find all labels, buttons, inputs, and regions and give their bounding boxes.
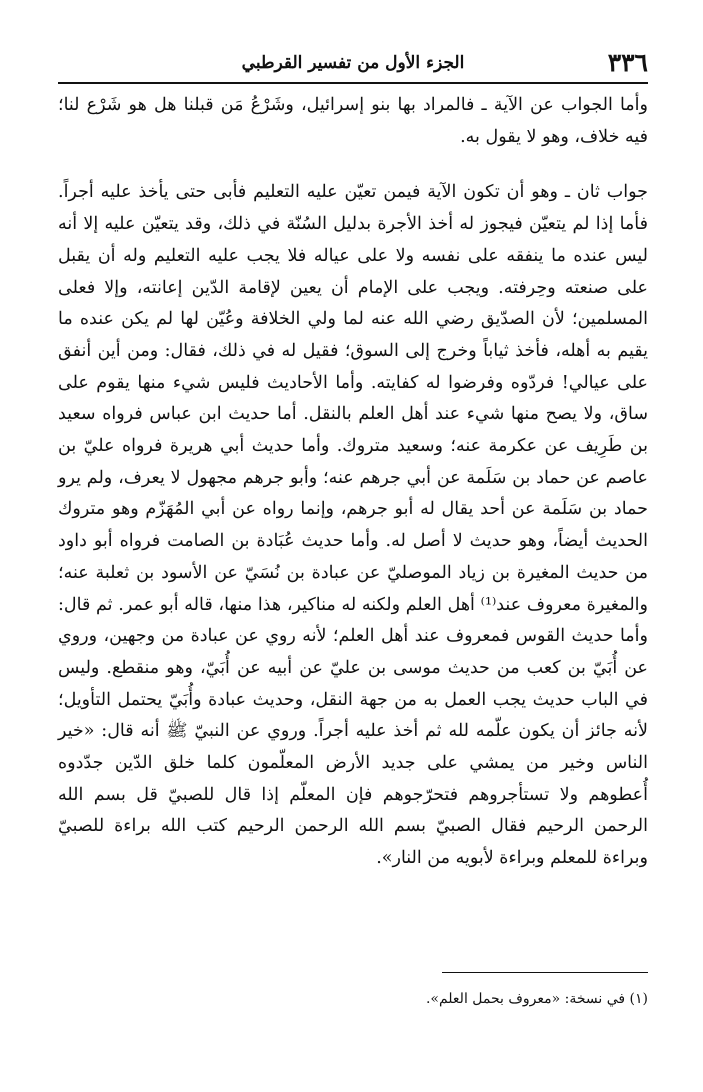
page-number: ٣٣٦ xyxy=(607,48,648,77)
main-text xyxy=(58,90,648,875)
page-header xyxy=(58,48,648,80)
footnote-divider xyxy=(442,972,648,973)
footnote: (١) في نسخة: «معروف بحمل العلم». xyxy=(425,991,648,1007)
running-title: الجزء الأول من تفسير القرطبي xyxy=(241,53,465,73)
header-divider xyxy=(58,82,648,84)
paragraph-answer-2: جواب ثان ـ وهو أن تكون الآية فيمن تعيّن عليه التعليم فأبى حتى يأخذ عليه أجراً. فأما إذا لم يتعيّن فيجوز له أخذ الأجرة بدليل السُنّة في ذلك، وقد يتعيّن عليه إلا أنه ليس عنده ما ينفقه على نفسه ولا على عياله فلا يجب عليه التعليم وله أن يقبل على صنعته وحِرفته. ويجب على الإمام أن يعين لإقامة الدّين إعانته، وإلا فعلى المسلمين؛ لأن الصدّيق رضي الله عنه لما ولي الخلافة وعُيّن لها لم يكن عنده ما يقيم به أهله، فأخذ ثياباً وخرج إلى السوق؛ فقيل له في ذلك، فقال: ومن أين أنفق على عيالي! فردّوه وفرضوا له كفايته. وأما الأحاديث فليس شيء منها يقوم على ساق، ولا يصح منها شيء عند أهل العلم بالنقل. أما حديث ابن عباس فرواه سعيد بن طَرِيف عن عكرمة عنه؛ وسعيد متروك. وأما حديث أبي هريرة فرواه عليّ بن عاصم عن حماد بن سَلَمة عن أبي جرهم عنه؛ وأبو جرهم مجهول لا يعرف، ولم يرو حماد بن سَلَمة عن أحد يقال له أبو جرهم، وإنما رواه عن أبي المُهَزّم وهو متروك الحديث أيضاً، وهو حديث لا أصل له. وأما حديث عُبَادة بن الصامت فرواه أبو داود من حديث المغيرة بن زياد الموصليّ عن عبادة بن نُسَيّ عن الأسود بن ثعلبة عنه؛ والمغيرة معروف عند⁽¹⁾ أهل العلم ولكنه له مناكير، هذا منها، قاله أبو عمر. ثم قال: وأما حديث القوس فمعروف عند أهل العلم؛ لأنه روي عن عبادة من وجهين، وروي عن أُبَيّ بن كعب من حديث موسى بن عليّ عن أبيه عن أُبَيّ، وهو منقطع. وليس في الباب حديث يجب العمل به من جهة النقل، وحديث عبادة وأُبَيّ يحتمل التأويل؛ لأنه جائز أن يكون علّمه لله ثم أخذ عليه أجراً. وروي عن النبيّ ﷺ أنه قال: «خير الناس وخير من يمشي على جديد الأرض المعلّمون كلما خلق الدّين جدّدوه أُعطوهم ولا تستأجروهم فتحرّجوهم فإن المعلّم إذا قال للصبيّ قل بسم الله الرحمن الرحيم فقال الصبيّ بسم الله الرحمن الرحيم كتب الله براءة للصبيّ وبراءة للمعلم وبراءة لأبويه من النار». xyxy=(58,182,648,869)
paragraph-answer-1: وأما الجواب عن الآية ـ فالمراد بها بنو إسرائيل، وشَرْعُ مَن قبلنا هل هو شَرْع لنا؛ فيه خلاف، وهو لا يقول به. xyxy=(58,95,648,147)
